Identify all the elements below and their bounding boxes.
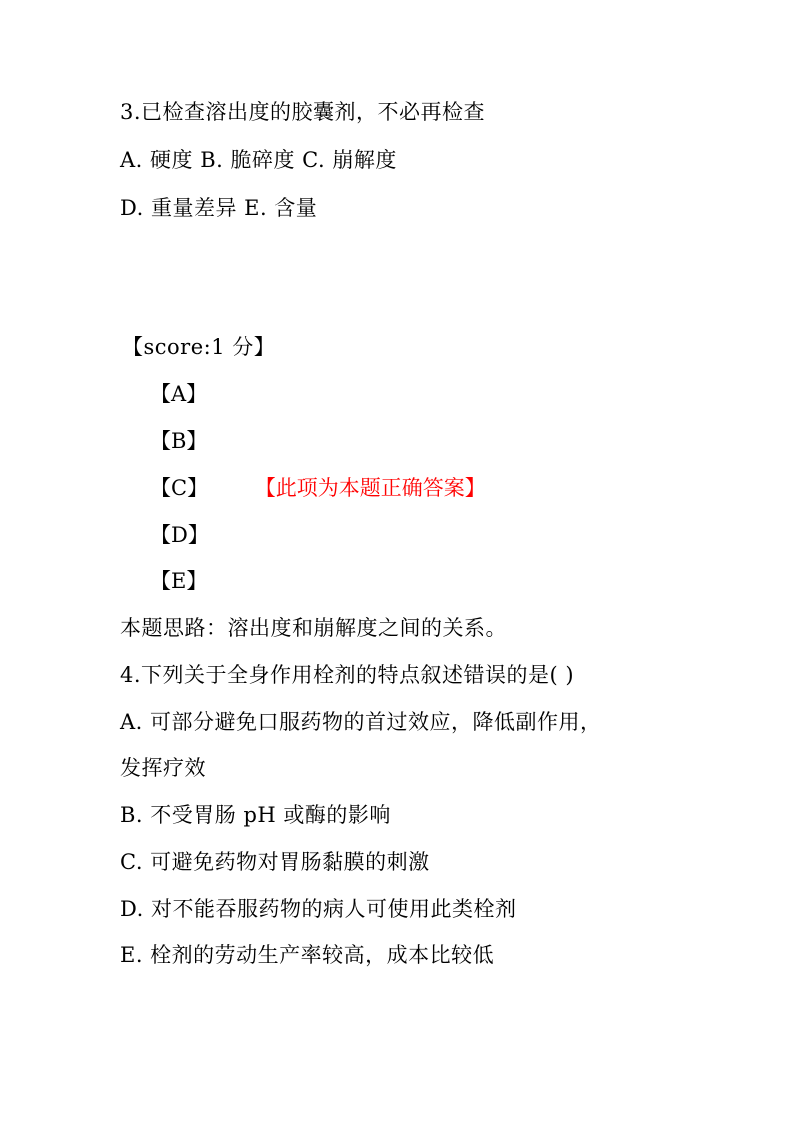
explanation: 本题思路：溶出度和崩解度之间的关系。 xyxy=(120,616,507,640)
answer-option-e xyxy=(150,567,207,595)
q4-option-a-line-1: A. 可部分避免口服药物的首过效应，降低副作用， xyxy=(120,710,602,734)
correct-answer-note: 【此项为本题正确答案】 xyxy=(254,476,486,500)
answer-label: 【C】 xyxy=(150,476,209,500)
q4-stem: 4.下列关于全身作用栓剂的特点叙述错误的是( ) xyxy=(120,663,575,687)
q4-option-a-line-2: 发挥疗效 xyxy=(120,756,206,780)
score-label: 【score:1 分】 xyxy=(122,335,276,359)
answer-option-b xyxy=(150,427,207,455)
answer-option-c xyxy=(150,474,486,502)
q4-option-d: D. 对不能吞服药物的病人可使用此类栓剂 xyxy=(120,897,517,921)
answer-option-d xyxy=(150,521,209,549)
q4-option-b: B. 不受胃肠 pH 或酶的影响 xyxy=(120,803,391,827)
answer-option-a xyxy=(150,380,207,408)
q3-stem: 3.已检查溶出度的胶囊剂，不必再检查 xyxy=(120,100,486,124)
q3-options-line-1: A. 硬度 B. 脆碎度 C. 崩解度 xyxy=(120,148,397,172)
answer-label: 【D】 xyxy=(150,523,209,547)
q3-options-line-2: D. 重量差异 E. 含量 xyxy=(120,196,318,220)
answer-label: 【B】 xyxy=(150,429,208,453)
q4-option-e: E. 栓剂的劳动生产率较高，成本比较低 xyxy=(120,943,495,967)
answer-label: 【E】 xyxy=(150,569,208,593)
answer-label: 【A】 xyxy=(150,382,208,406)
q4-option-c: C. 可避免药物对胃肠黏膜的刺激 xyxy=(120,850,430,874)
